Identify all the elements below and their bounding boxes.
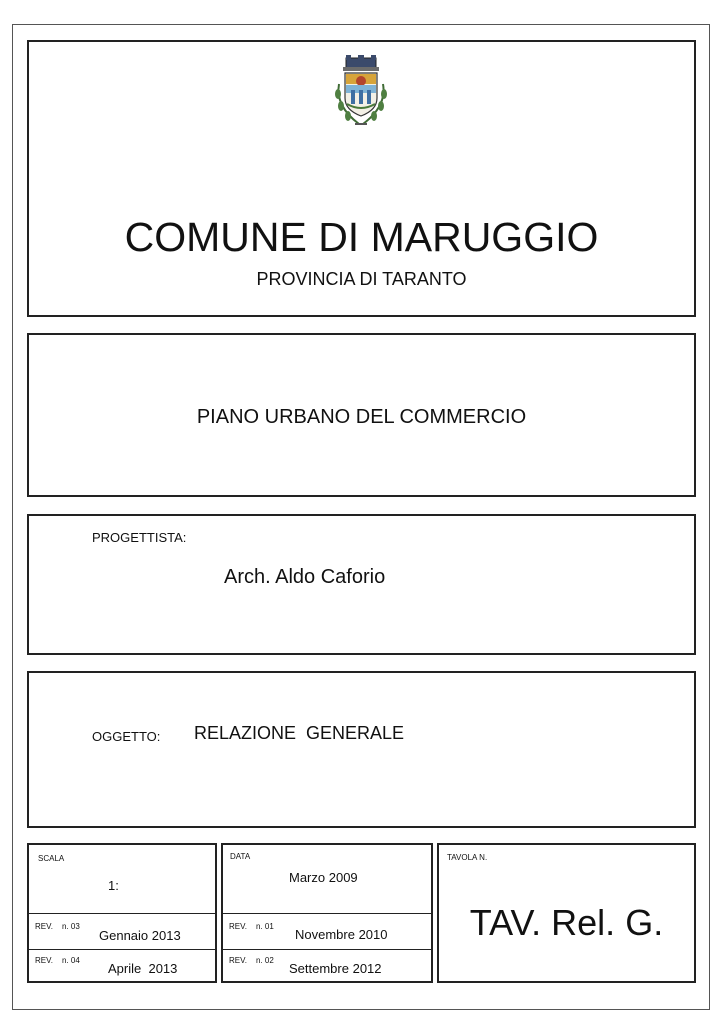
date-label: DATA [230,852,251,861]
project-title: PIANO URBANO DEL COMMERCIO [196,406,527,428]
rev-03-number: n. 03 [62,922,80,931]
rev-02-number: n. 02 [256,956,274,965]
header-box [27,40,696,317]
subject-box [27,671,696,828]
municipality-title: COMUNE DI MARUGGIO [124,214,599,260]
divider [223,913,431,914]
subject-label: OGGETTO: [92,729,161,744]
sheet-box [437,843,696,983]
rev-04-number: n. 04 [62,956,80,965]
project-box [27,333,696,497]
rev-03-date: Gennaio 2013 [99,928,181,943]
date-value: Marzo 2009 [289,870,358,885]
date-box [221,843,433,983]
rev-label: REV. [229,922,247,931]
rev-label: REV. [229,956,247,965]
rev-01-date: Novembre 2010 [295,927,388,942]
subject-value: RELAZIONE GENERALE [194,723,405,743]
scale-label: SCALA [38,854,65,863]
province-subtitle: PROVINCIA DI TARANTO [256,269,467,289]
divider [29,949,215,950]
divider [223,949,431,950]
sheet-value: TAV. Rel. G. [469,902,664,943]
designer-name: Arch. Aldo Caforio [224,566,386,588]
divider [29,913,215,914]
designer-label: PROGETTISTA: [92,530,187,545]
rev-label: REV. [35,956,53,965]
rev-01-number: n. 01 [256,922,274,931]
rev-label: REV. [35,922,53,931]
rev-02-date: Settembre 2012 [289,961,382,976]
municipal-crest-icon [329,54,393,132]
sheet-label: TAVOLA N. [447,853,488,862]
rev-04-date: Aprile 2013 [108,961,178,976]
scale-box [27,843,217,983]
scale-value: 1: [108,878,119,893]
designer-box [27,514,696,655]
